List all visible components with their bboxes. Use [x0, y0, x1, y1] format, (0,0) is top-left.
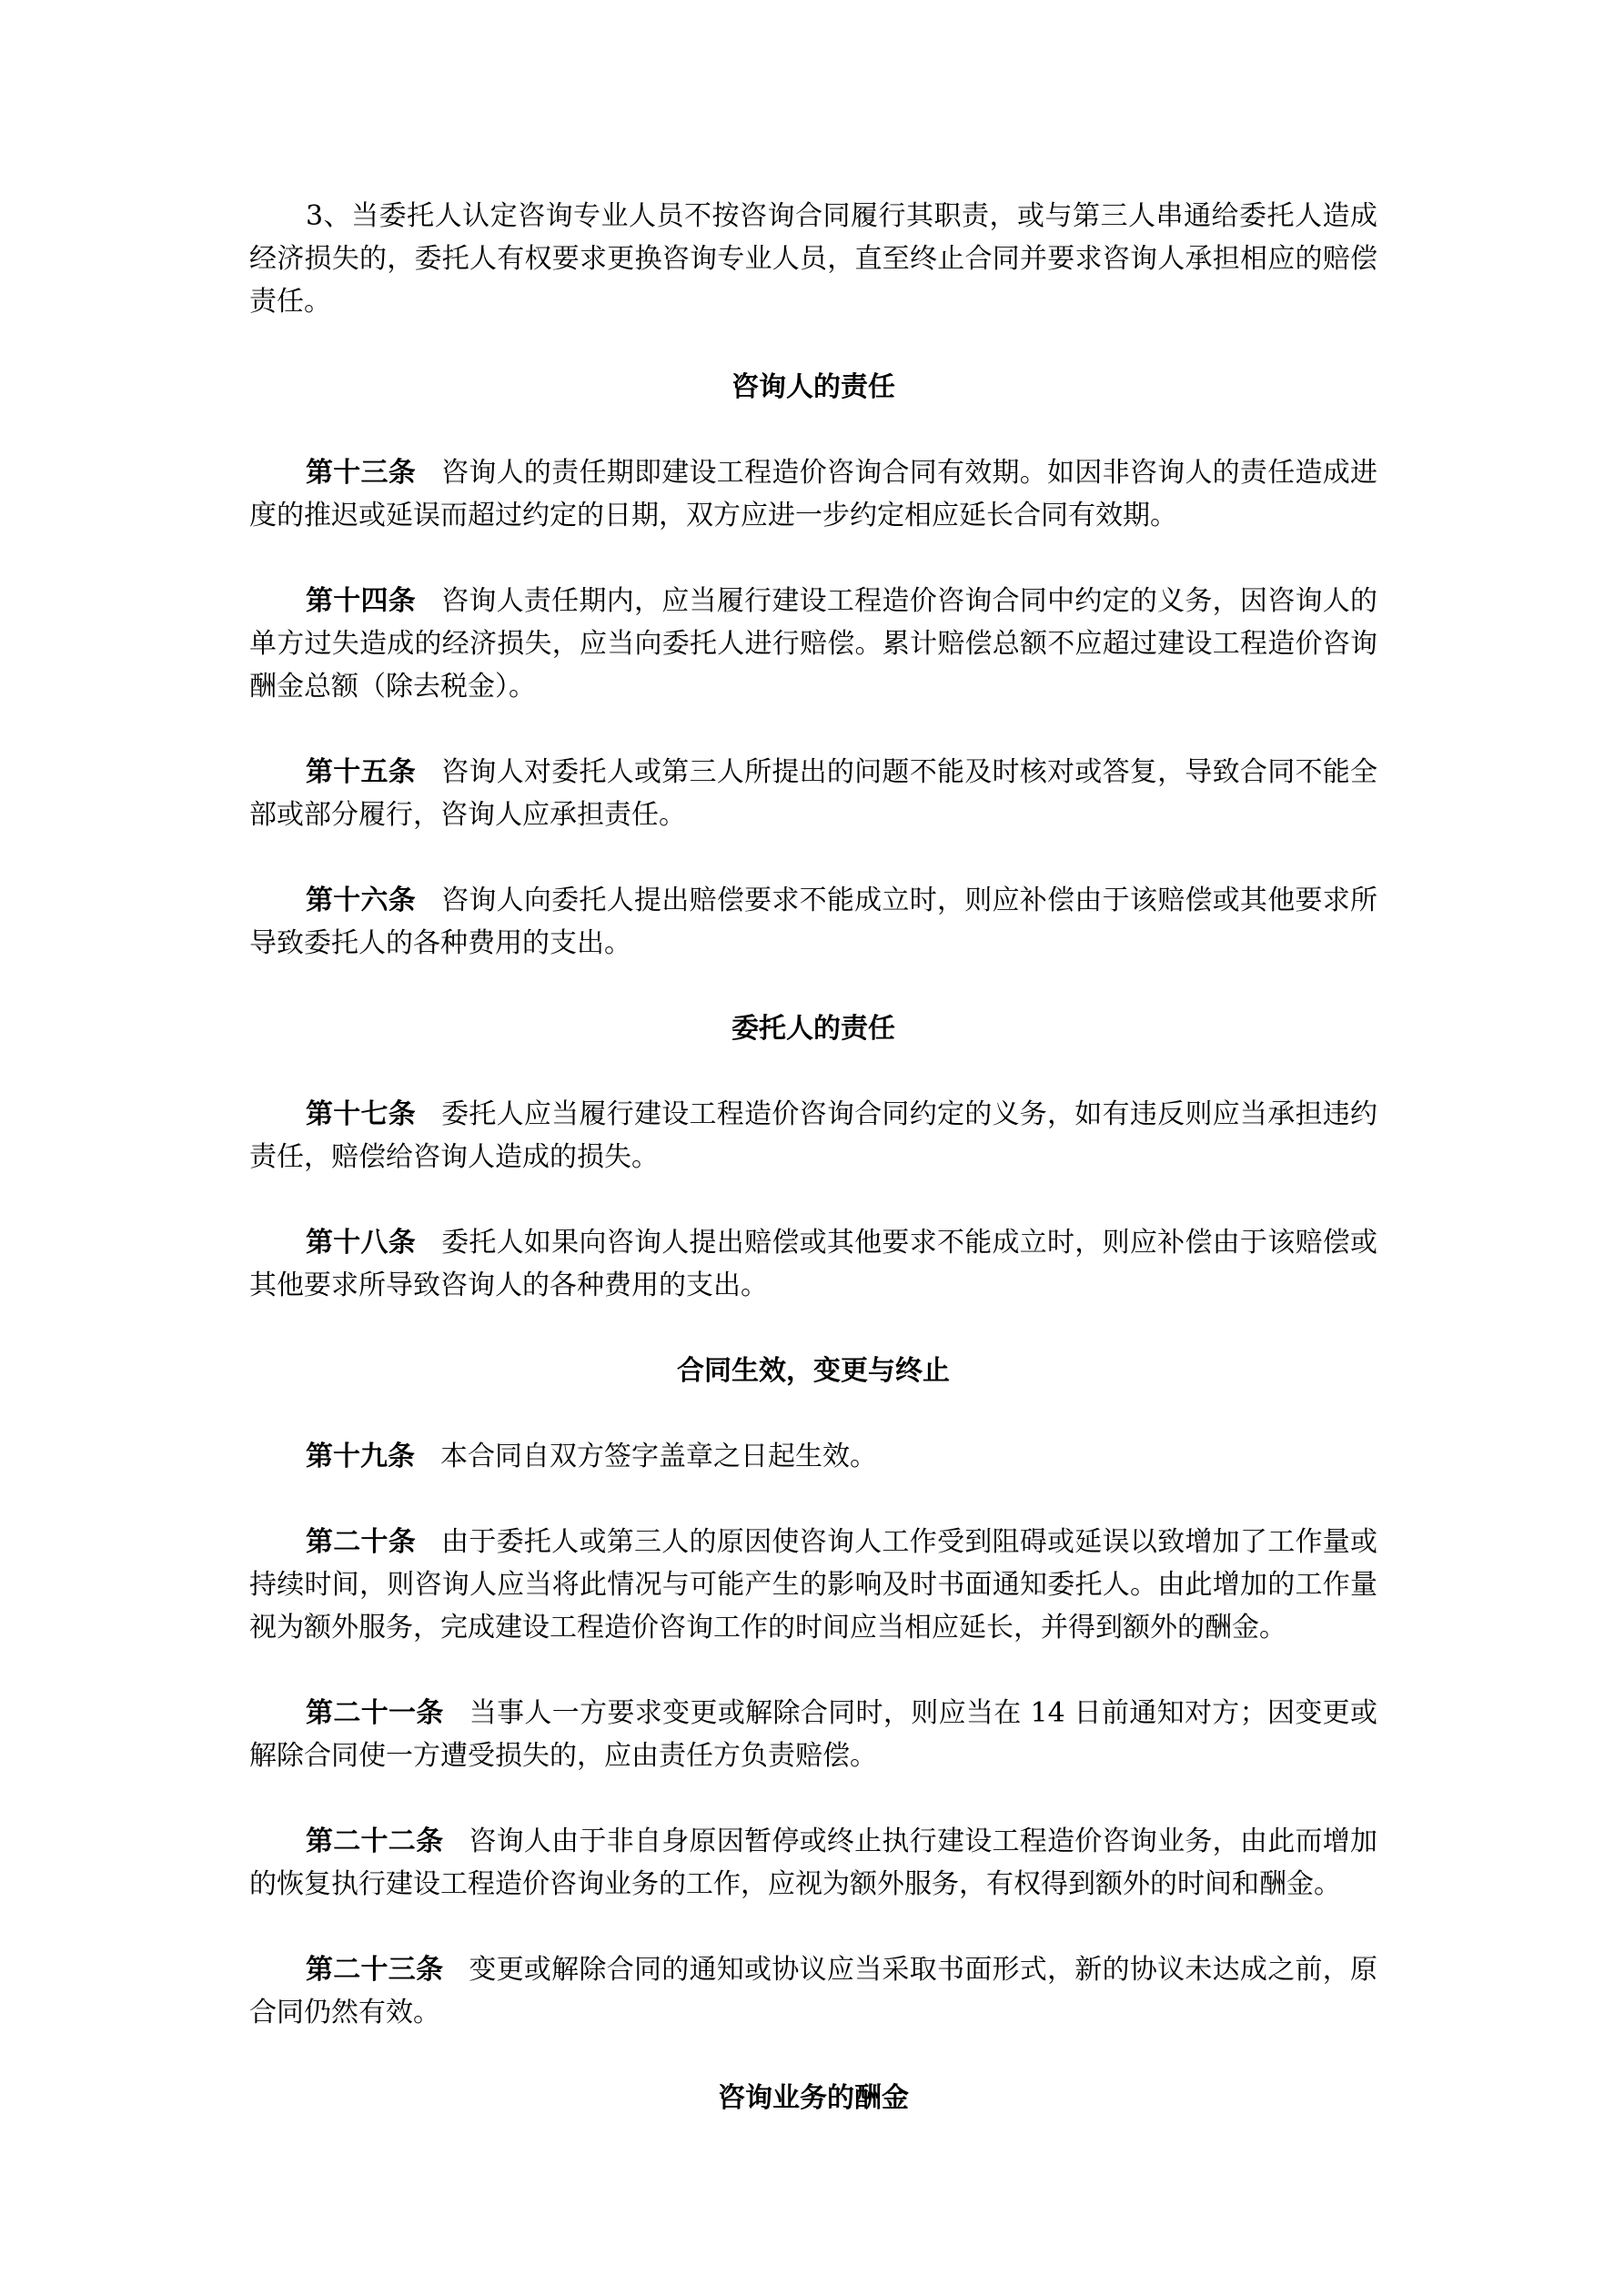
section-heading-client-liability: 委托人的责任 — [731, 1013, 895, 1045]
article-16-label: 第十六条 — [306, 885, 417, 916]
article-17-label: 第十七条 — [306, 1098, 417, 1130]
article-16-text: 咨询人向委托人提出赔偿要求不能成立时，则应补偿由于该赔偿或其他要求所导致委托人的各种费用的支出。 — [249, 885, 1378, 959]
article-14-text: 咨询人责任期内，应当履行建设工程造价咨询合同中约定的义务，因咨询人的单方过失造成的经济损失，应当向委托人进行赔偿。累计赔偿总额不应超过建设工程造价咨询酬金总额（除去税金）。 — [249, 585, 1378, 703]
article-20 — [249, 1521, 1377, 1649]
paragraph-clause-3: 3、当委托人认定咨询专业人员不按咨询合同履行其职责，或与第三人串通给委托人造成经济损失的，委托人有权要求更换咨询专业人员，直至终止合同并要求咨询人承担相应的赔偿责任。 — [249, 200, 1377, 318]
article-23-label: 第二十三条 — [306, 1954, 444, 1986]
article-15-label: 第十五条 — [306, 756, 417, 788]
article-20-text: 由于委托人或第三人的原因使咨询人工作受到阻碍或延误以致增加了工作量或持续时间，则咨询人应当将此情况与可能产生的影响及时书面通知委托人。由此增加的工作量视为额外服务，完成建设工程造价咨询工作的时间应当相应延长，并得到额外的酬金。 — [249, 1526, 1378, 1644]
article-18-label: 第十八条 — [306, 1227, 417, 1259]
article-22 — [249, 1820, 1377, 1906]
article-13 — [249, 451, 1377, 537]
article-21-text: 当事人一方要求变更或解除合同时，则应当在 14 日前通知对方；因变更或解除合同使一方遭受损失的，应由责任方负责赔偿。 — [249, 1697, 1378, 1772]
article-17-text: 委托人应当履行建设工程造价咨询合同约定的义务，如有违反则应当承担违约责任，赔偿给咨询人造成的损失。 — [249, 1098, 1378, 1173]
article-22-label: 第二十二条 — [306, 1826, 444, 1857]
article-15 — [249, 751, 1377, 836]
article-18 — [249, 1221, 1377, 1307]
article-22-text: 咨询人由于非自身原因暂停或终止执行建设工程造价咨询业务，由此而增加的恢复执行建设工程造价咨询业务的工作，应视为额外服务，有权得到额外的时间和酬金。 — [249, 1826, 1378, 1900]
article-13-label: 第十三条 — [306, 457, 417, 489]
article-14-label: 第十四条 — [306, 585, 417, 617]
article-21 — [249, 1692, 1377, 1777]
article-20-label: 第二十条 — [306, 1526, 417, 1558]
article-15-text: 咨询人对委托人或第三人所提出的问题不能及时核对或答复，导致合同不能全部或部分履行，咨询人应承担责任。 — [249, 756, 1378, 831]
article-21-label: 第二十一条 — [306, 1697, 444, 1729]
article-19-label: 第十九条 — [306, 1441, 415, 1472]
article-19-text: 本合同自双方签字盖章之日起生效。 — [440, 1441, 877, 1472]
article-23 — [249, 1948, 1377, 2034]
article-18-text: 委托人如果向咨询人提出赔偿或其他要求不能成立时，则应补偿由于该赔偿或其他要求所导致咨询人的各种费用的支出。 — [249, 1227, 1378, 1301]
article-13-text: 咨询人的责任期即建设工程造价咨询合同有效期。如因非咨询人的责任造成进度的推迟或延误而超过约定的日期，双方应进一步约定相应延长合同有效期。 — [249, 457, 1378, 531]
document-page — [249, 195, 1377, 2119]
article-19 — [249, 1435, 1377, 1478]
section-heading-consultant-liability: 咨询人的责任 — [731, 371, 895, 403]
article-14 — [249, 580, 1377, 708]
article-16 — [249, 879, 1377, 965]
article-23-text: 变更或解除合同的通知或协议应当采取书面形式，新的协议未达成之前，原合同仍然有效。 — [249, 1954, 1378, 2028]
article-17 — [249, 1093, 1377, 1178]
section-heading-consulting-fee: 咨询业务的酬金 — [718, 2082, 909, 2114]
section-heading-effect-change-termination: 合同生效，变更与终止 — [677, 1355, 950, 1387]
